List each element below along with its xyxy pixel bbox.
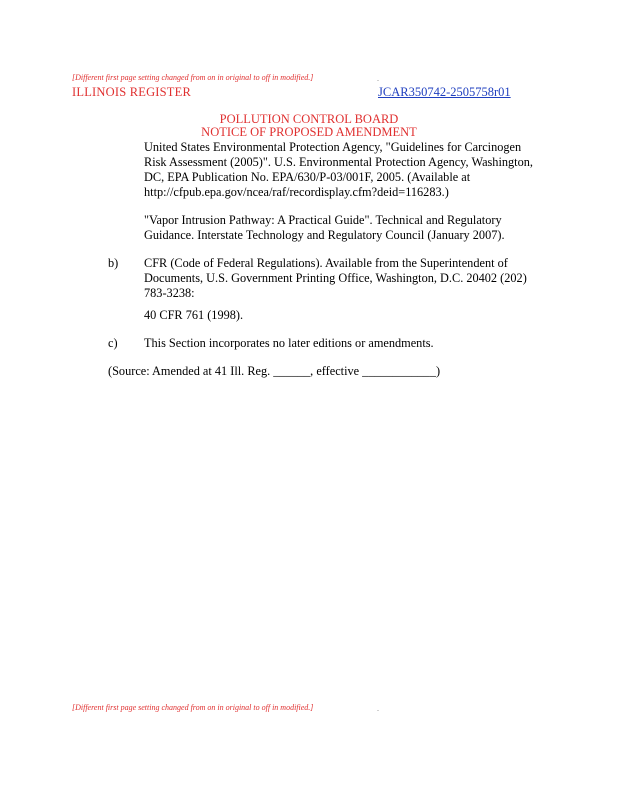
ref-epa-line-1: United States Environmental Protection Agency, "Guidelines for Carcinogen bbox=[144, 140, 522, 154]
ref-epa-line-3: DC, EPA Publication No. EPA/630/P-03/001F, 2005. (Available at bbox=[144, 170, 471, 184]
item-c-text: This Section incorporates no later editions or amendments. bbox=[144, 336, 434, 350]
title-board: POLLUTION CONTROL BOARD bbox=[219, 112, 399, 126]
source-note: (Source: Amended at 41 Ill. Reg. ______, effective ____________) bbox=[108, 364, 441, 378]
item-b-line-2: Documents, U.S. Government Printing Office, Washington, D.C. 20402 (202) bbox=[144, 271, 527, 285]
dot-marker-top: . bbox=[377, 74, 379, 83]
ref-epa-line-4: http://cfpub.epa.gov/ncea/raf/recordisplay.cfm?deid=116283.) bbox=[144, 185, 449, 199]
item-b-citation: 40 CFR 761 (1998). bbox=[144, 308, 244, 322]
header-document-id-link[interactable]: JCAR350742-2505758r01 bbox=[378, 85, 511, 99]
ref-vapor-line-1: "Vapor Intrusion Pathway: A Practical Guide". Technical and Regulatory bbox=[144, 213, 502, 227]
header-register: ILLINOIS REGISTER bbox=[72, 85, 192, 99]
ref-vapor-line-2: Guidance. Interstate Technology and Regulatory Council (January 2007). bbox=[144, 228, 505, 242]
item-c-label: c) bbox=[108, 336, 118, 350]
title-notice: NOTICE OF PROPOSED AMENDMENT bbox=[201, 125, 417, 139]
revision-note-top: [Different first page setting changed from on in original to off in modified.] bbox=[72, 73, 314, 82]
dot-marker-bottom: . bbox=[377, 704, 379, 713]
item-b-label: b) bbox=[108, 256, 119, 270]
item-b-line-1: CFR (Code of Federal Regulations). Available from the Superintendent of bbox=[144, 256, 508, 270]
revision-note-bottom: [Different first page setting changed from on in original to off in modified.] bbox=[72, 703, 314, 712]
ref-epa-line-2: Risk Assessment (2005)". U.S. Environmental Protection Agency, Washington, bbox=[144, 155, 533, 169]
item-b-line-3: 783-3238: bbox=[144, 286, 195, 300]
